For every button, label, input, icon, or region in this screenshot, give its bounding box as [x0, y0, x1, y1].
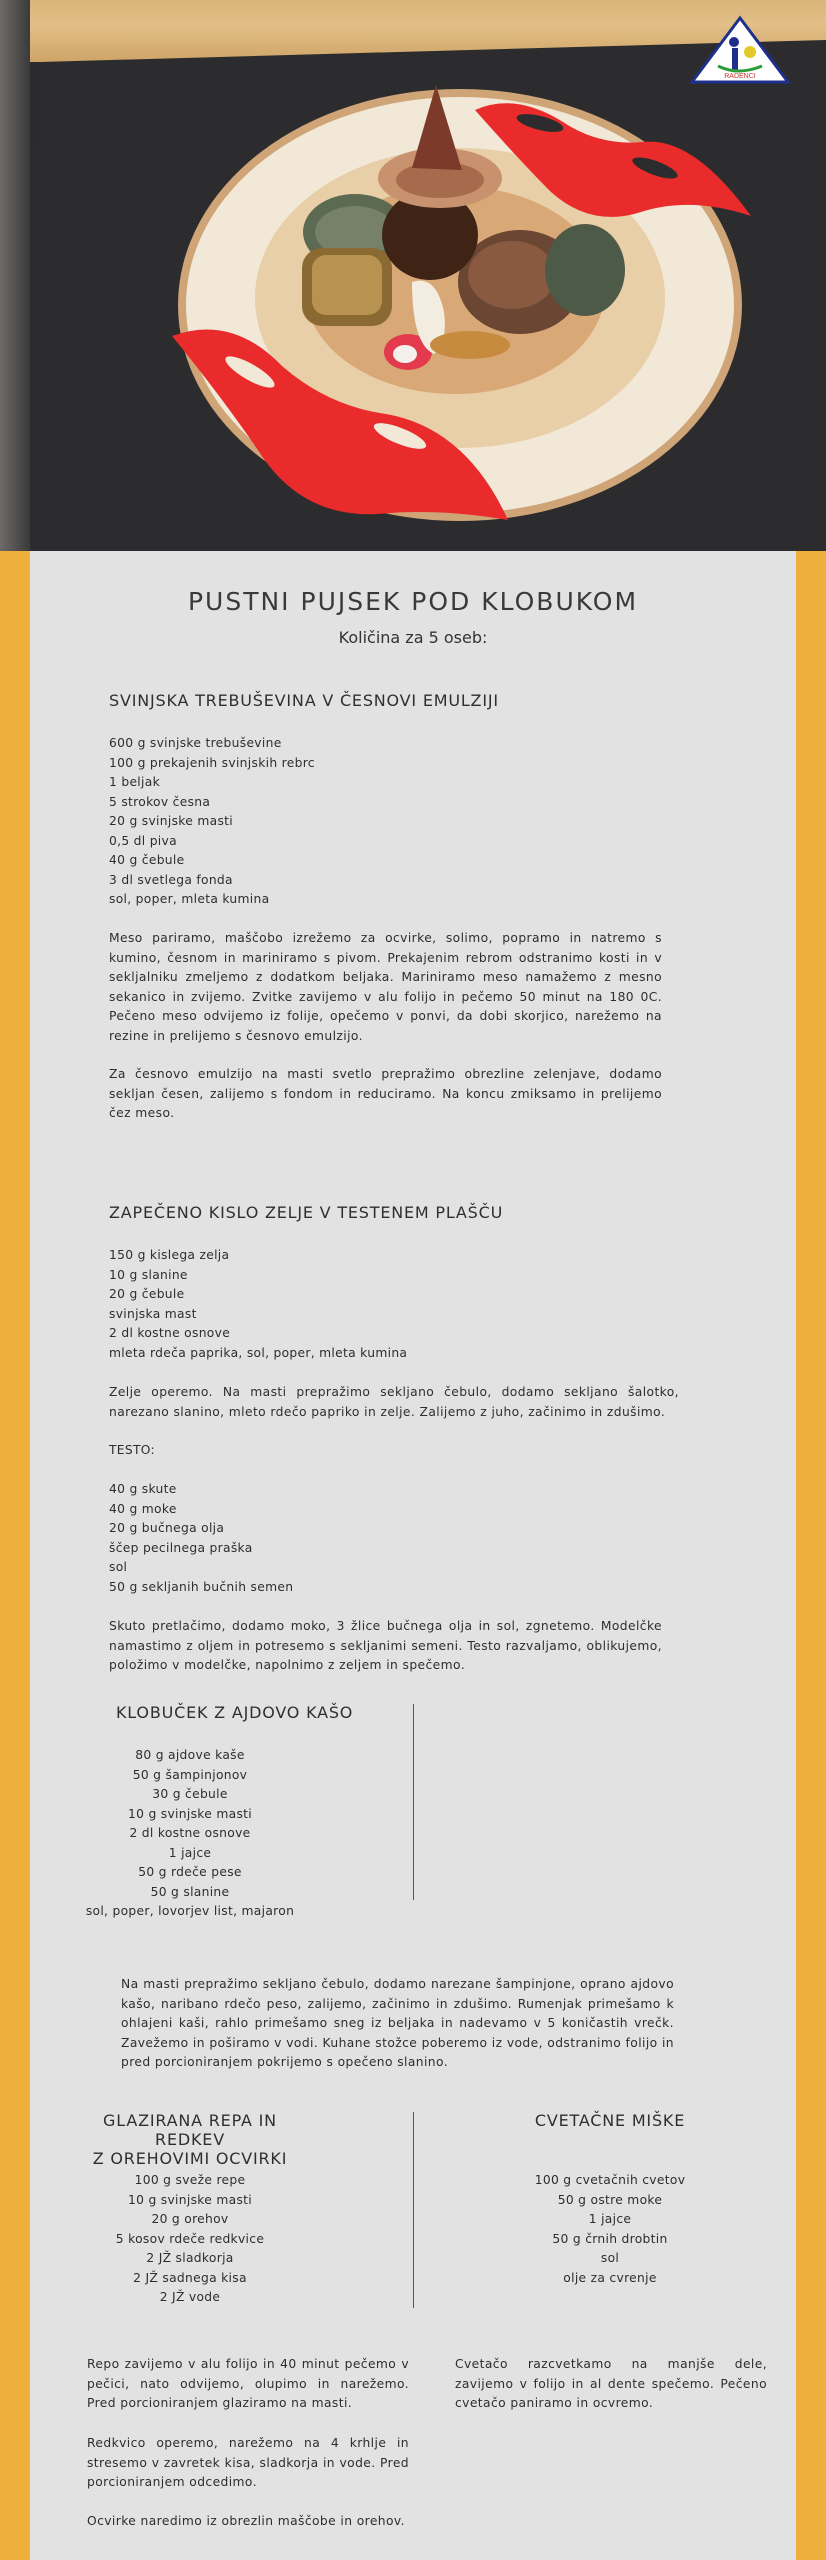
- ingredient: 30 g čebule: [152, 1787, 228, 1801]
- ingredient: 2 JŽ vode: [159, 2290, 221, 2304]
- ingredient: 40 g čebule: [109, 853, 185, 867]
- ingredient: 2 JŽ sladkorja: [146, 2251, 234, 2265]
- ingredient: 150 g kislega zelja: [109, 1248, 230, 1262]
- ingredient: 20 g bučnega olja: [109, 1521, 225, 1535]
- page-title: PUSTNI PUJSEK POD KLOBUKOM: [187, 587, 639, 616]
- ingredient: 50 g črnih drobtin: [552, 2231, 668, 2246]
- section2-method: Zelje operemo. Na masti prepražimo sekljano čebulo, dodamo sekljano šalotko, narezano slanino, mleto rdečo papriko in zelje. Zalijemo z juho, začinimo in zdušimo.: [109, 1385, 679, 1419]
- ingredient: sol, poper, lovorjev list, majaron: [85, 1904, 295, 1918]
- section1-emulsion: Za česnovo emulzijo na masti svetlo prepražimo obrezline zelenjave, dodamo sekljan česen, zalijemo s fondom in reduciramo. Na koncu zmiksamo in prelijemo čez meso.: [109, 1067, 662, 1120]
- ingredient: 50 g šampinjonov: [132, 1767, 248, 1782]
- ingredient: 10 g svinjske masti: [127, 2192, 252, 2207]
- ingredient: 20 g čebule: [109, 1287, 185, 1301]
- ingredient: 100 g cvetačnih cvetov: [534, 2173, 686, 2187]
- section4-heading-line2: Z OREHOVIMI OCVIRKI: [92, 2149, 288, 2168]
- ingredient: 50 g slanine: [150, 1884, 230, 1899]
- section4-heading: [70, 2111, 310, 2168]
- ingredient: 5 kosov rdeče redkvice: [115, 2231, 265, 2246]
- section4-heading-line1: GLAZIRANA REPA IN REDKEV: [103, 2111, 277, 2149]
- ingredient: 20 g orehov: [151, 2212, 229, 2226]
- logo-text: RADENCI: [724, 73, 756, 80]
- ingredient: 1 jajce: [168, 1845, 212, 1860]
- ingredient: olje za cvrenje: [563, 2270, 657, 2285]
- ingredient: 10 g slanine: [109, 1267, 188, 1282]
- section1-heading: SVINJSKA TREBUŠEVINA V ČESNOVI EMULZIJI: [109, 691, 499, 710]
- section3-heading: KLOBUČEK Z AJDOVO KAŠO: [116, 1703, 354, 1722]
- section5-method: Cvetačo razcvetkamo na manjše dele, zavijemo v folijo in al dente spečemo. Pečeno cvetačo paniramo in ocvremo.: [455, 2357, 767, 2410]
- testo-ingredients: [109, 1480, 293, 1597]
- ingredient: 1 jajce: [588, 2212, 632, 2226]
- ingredient: 80 g ajdove kaše: [135, 1748, 245, 1762]
- servings: Količina za 5 oseb:: [338, 628, 488, 647]
- ingredient: 2 JŽ sadnega kisa: [133, 2270, 247, 2285]
- column-divider: [413, 2112, 414, 2308]
- ingredient: 600 g svinjske trebuševine: [109, 736, 282, 750]
- ingredient: 50 g sekljanih bučnih semen: [109, 1579, 294, 1594]
- ingredient: 2 dl kostne osnove: [109, 1326, 231, 1340]
- section4-ingredients: [70, 2171, 310, 2308]
- ingredient: 10 g svinjske masti: [127, 1806, 252, 1821]
- testo-method: Skuto pretlačimo, dodamo moko, 3 žlice bučnega olja in sol, zgnetemo. Modelčke namastimo z oljem in potresemo s sekljanimi semeni. Testo razvaljamo, oblikujemo, položimo v modelčke, napolnimo z zeljem in spečemo.: [109, 1619, 662, 1672]
- section5-heading: CVETAČNE MIŠKE: [534, 2111, 686, 2130]
- ingredient: 1 beljak: [109, 775, 160, 789]
- ingredient: mleta rdeča paprika, sol, poper, mleta kumina: [109, 1345, 408, 1360]
- ingredient: 50 g rdeče pese: [138, 1865, 242, 1879]
- ingredient: 0,5 dl piva: [109, 833, 177, 848]
- ingredient: ščep pecilnega praška: [109, 1540, 253, 1555]
- ingredient: sol: [109, 1560, 128, 1574]
- section1-ingredients: [109, 734, 315, 910]
- ingredient: sol, poper, mleta kumina: [109, 892, 270, 906]
- radenci-logo: [688, 14, 792, 86]
- ingredient: 100 g prekajenih svinjskih rebrc: [109, 755, 315, 770]
- section3-method: Na masti prepražimo sekljano čebulo, dodamo narezane šampinjone, oprano ajdovo kašo, naribano rdečo peso, zalijemo, začinimo in zdušimo. Rumenjak primešamo k ohlajeni kaši, rahlo primešamo sneg iz beljaka in nadevamo v 5 koničastih vrečk. Zavežemo in poširamo v vodi. Kuhane stožce poberemo iz vode, odstranimo folijo in pred porcioniranjem pokrijemo s opečeno slanino.: [121, 1977, 674, 2069]
- recipe-card: [30, 551, 796, 2560]
- ingredient: 20 g svinjske masti: [109, 814, 234, 828]
- section5-ingredients: [490, 2171, 730, 2288]
- section1-method: Meso pariramo, maščobo izrežemo za ocvirke, solimo, popramo in natremo s kumino, česnom in mariniramo s pivom. Prekajenim rebrom odstranimo kosti in v sekljalniku zmeljemo z dodatkom beljaka. Mariniramo meso namažemo z mesno sekanico in zvijemo. Zvitke zavijemo v alu folijo in pečemo 50 minut na 180 0C. Pečeno meso odvijemo iz folije, opečemo v ponvi, da dobi skorjico, narežemo na rezine in prelijemo s česnovo emulzijo.: [109, 931, 662, 1043]
- hero-photo: [0, 0, 826, 551]
- ingredient: 2 dl kostne osnove: [129, 1826, 251, 1840]
- testo-label: TESTO:: [109, 1443, 156, 1457]
- ingredient: 5 strokov česna: [109, 794, 211, 809]
- ingredient: 40 g skute: [109, 1482, 177, 1496]
- section4-method-2: Redkvico operemo, narežemo na 4 krhlje in stresemo v zavretek kisa, sladkorja in vode. Pred porcioniranjem odcedimo.: [87, 2436, 409, 2489]
- section4-method-3: Ocvirke naredimo iz obrezlin maščobe in orehov.: [87, 2514, 405, 2528]
- section4-method-1: Repo zavijemo v alu folijo in 40 minut pečemo v pečici, nato odvijemo, olupimo in narežemo. Pred porcioniranjem glaziramo na masti.: [87, 2357, 409, 2410]
- ingredient: svinjska mast: [109, 1306, 197, 1321]
- column-divider: [413, 1704, 414, 1900]
- section3-ingredients: [70, 1746, 310, 1922]
- ingredient: sol: [600, 2251, 620, 2265]
- ingredient: 40 g moke: [109, 1501, 177, 1516]
- ingredient: 100 g sveže repe: [134, 2173, 246, 2187]
- ingredient: 50 g ostre moke: [557, 2192, 663, 2207]
- section2-ingredients: [109, 1246, 407, 1363]
- ingredient: 3 dl svetlega fonda: [109, 872, 233, 887]
- section2-heading: ZAPEČENO KISLO ZELJE V TESTENEM PLAŠČU: [109, 1203, 504, 1222]
